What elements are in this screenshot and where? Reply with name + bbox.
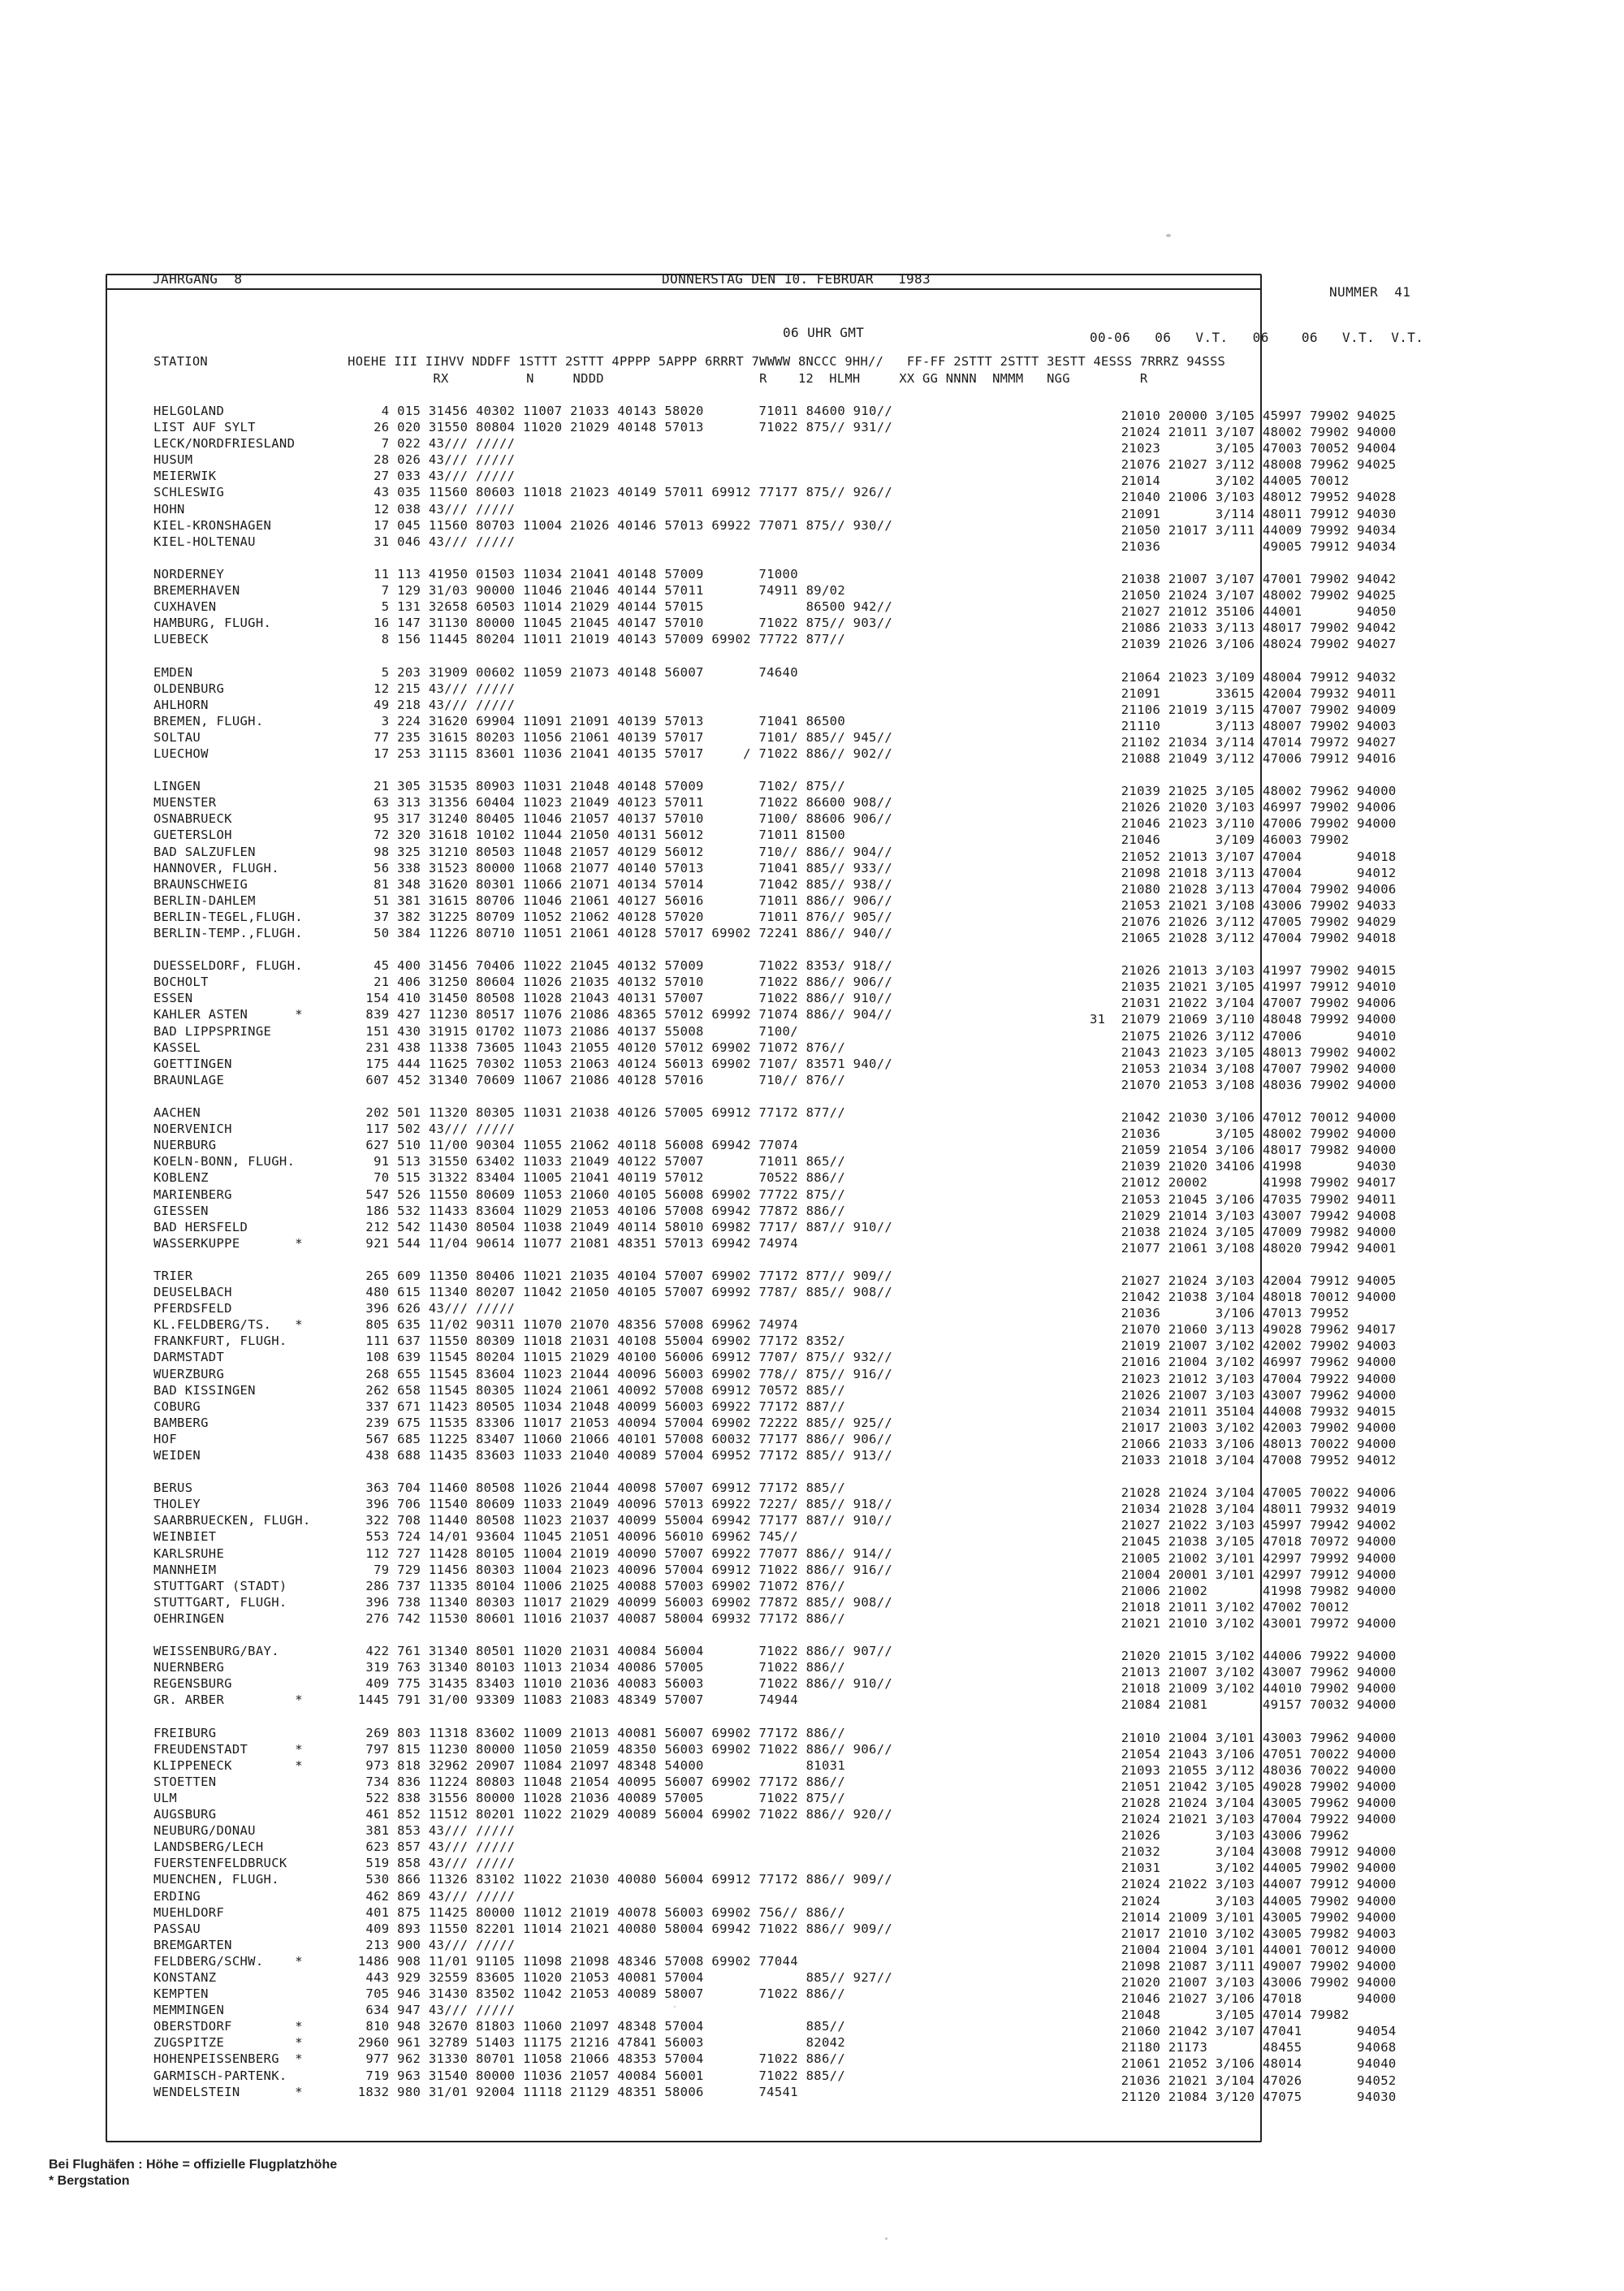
station-row-extra: 21050 21017 3/111 44009 79992 94034 xyxy=(1090,522,1397,538)
station-row: WASSERKUPPE * 921 544 11/04 90614 11077 21081 48351 57013 69942 74974 xyxy=(153,1235,798,1251)
station-row: BAD KISSINGEN 262 658 11545 80305 11024 21061 40092 57008 69912 70572 885// xyxy=(153,1382,845,1398)
station-row-extra: 21043 21023 3/105 48013 79902 94002 xyxy=(1090,1044,1397,1060)
station-row-extra: 31 21079 21069 3/110 48048 79992 94000 xyxy=(1090,1012,1397,1027)
station-row: HAMBURG, FLUGH. 16 147 31130 80000 11045 21045 40147 57010 71022 875// 903// xyxy=(153,616,893,631)
station-row-extra: 21027 21024 3/103 42004 79912 94005 xyxy=(1090,1273,1397,1288)
station-row-extra: 21045 21038 3/105 47018 70972 94000 xyxy=(1090,1534,1397,1550)
station-row-extra: 21024 3/103 44005 79902 94000 xyxy=(1090,1893,1397,1908)
station-row: MEIERWIK 27 033 43/// ///// xyxy=(153,469,516,484)
station-row: KL.FELDBERG/TS. * 805 635 11/02 90311 11070 21070 48356 57008 69962 74974 xyxy=(153,1317,798,1333)
station-row-extra: 21046 21027 3/106 47018 94000 xyxy=(1090,1991,1397,2007)
station-row-extra: 21042 21030 3/106 47012 70012 94000 xyxy=(1090,1110,1397,1126)
station-row: WUERZBURG 268 655 11545 83604 11023 21044 40096 56003 69902 778// 875// 916// xyxy=(153,1366,893,1381)
station-table-right xyxy=(1090,408,1397,2105)
station-row-extra: 21026 3/103 43006 79962 xyxy=(1090,1828,1350,1844)
station-row-extra: 21029 21014 3/103 43007 79942 94008 xyxy=(1090,1208,1397,1223)
station-row: COBURG 337 671 11423 80505 11034 21048 40099 56003 69922 77172 887// xyxy=(153,1398,845,1414)
station-row: AACHEN 202 501 11320 80305 11031 21038 40126 57005 69912 77172 877// xyxy=(153,1105,845,1121)
station-row-extra: 21084 21081 49157 70032 94000 xyxy=(1090,1697,1397,1713)
station-row: KOELN-BONN, FLUGH. 91 513 31550 63402 11033 21049 40122 57007 71011 865// xyxy=(153,1154,845,1169)
station-row-extra: 21026 21013 3/103 41997 79902 94015 xyxy=(1090,963,1397,979)
station-row-extra: 21042 21038 3/104 48018 70012 94000 xyxy=(1090,1290,1397,1305)
station-row: LANDSBERG/LECH 623 857 43/// ///// xyxy=(153,1839,516,1855)
station-row: KAHLER ASTEN * 839 427 11230 80517 11076 21086 48365 57012 69992 71074 886// 904// xyxy=(153,1007,893,1022)
station-row: BREMEN, FLUGH. 3 224 31620 69904 11091 21091 40139 57013 71041 86500 xyxy=(153,713,845,728)
station-row-extra: 21102 21034 3/114 47014 79972 94027 xyxy=(1090,734,1397,750)
station-row-extra: 21180 21173 48455 94068 xyxy=(1090,2040,1397,2055)
station-row: NORDERNEY 11 113 41950 01503 11034 21041 40148 57009 71000 xyxy=(153,566,798,581)
station-row-extra: 21033 21018 3/104 47008 79952 94012 xyxy=(1090,1453,1397,1468)
station-row: MEMMINGEN 634 947 43/// ///// xyxy=(153,2003,516,2018)
station-row-extra: 21006 21002 41998 79982 94000 xyxy=(1090,1583,1397,1598)
station-row: EMDEN 5 203 31909 00602 11059 21073 40148 56007 74640 xyxy=(153,664,798,680)
station-row: TRIER 265 609 11350 80406 11021 21035 40104 57007 69902 77172 877// 909// xyxy=(153,1268,893,1283)
station-row-extra: 21106 21019 3/115 47007 79902 94009 xyxy=(1090,702,1397,717)
station-row-extra: 21036 49005 79912 94034 xyxy=(1090,538,1397,554)
station-row: WEINBIET 553 724 14/01 93604 11045 21051 40096 56010 69962 745// xyxy=(153,1529,798,1545)
station-row: GUETERSLOH 72 320 31618 10102 11044 21050 40131 56012 71011 81500 xyxy=(153,828,845,843)
station-row-extra: 21064 21023 3/109 48004 79912 94032 xyxy=(1090,669,1397,685)
station-row: ERDING 462 869 43/// ///// xyxy=(153,1888,516,1904)
station-row-extra: 21061 21052 3/106 48014 94040 xyxy=(1090,2056,1397,2072)
station-row-extra: 21024 21022 3/103 44007 79912 94000 xyxy=(1090,1877,1397,1892)
station-row-extra: 21039 21020 34106 41998 94030 xyxy=(1090,1159,1397,1174)
station-row: ESSEN 154 410 31450 80508 11028 21043 40131 57007 71022 886// 910// xyxy=(153,991,893,1006)
station-row-extra: 21120 21084 3/120 47075 94030 xyxy=(1090,2089,1397,2104)
station-row: KONSTANZ 443 929 32559 83605 11020 21053 40081 57004 885// 927// xyxy=(153,1970,893,1985)
station-row-extra: 21053 21045 3/106 47035 79902 94011 xyxy=(1090,1191,1397,1207)
station-row-extra: 21020 21007 3/103 43006 79902 94000 xyxy=(1090,1975,1397,1990)
station-row: BERUS 363 704 11460 80508 11026 21044 40098 57007 69912 77172 885// xyxy=(153,1481,845,1496)
station-row-extra: 21059 21054 3/106 48017 79982 94000 xyxy=(1090,1143,1397,1158)
station-row: WEISSENBURG/BAY. 422 761 31340 80501 11020 21031 40084 56004 71022 886// 907// xyxy=(153,1644,893,1659)
station-row: FRANKFURT, FLUGH. 111 637 11550 80309 11018 21031 40108 55004 69902 77172 8352/ xyxy=(153,1334,845,1349)
station-row-extra: 21046 21023 3/110 47006 79902 94000 xyxy=(1090,816,1397,832)
footnotes xyxy=(49,2157,337,2189)
station-row: LUECHOW 17 253 31115 83601 11036 21041 40135 57017 / 71022 886// 902// xyxy=(153,746,893,761)
station-row-extra: 21075 21026 3/112 47006 94010 xyxy=(1090,1028,1397,1044)
station-row: BAMBERG 239 675 11535 83306 11017 21053 40094 57004 69902 72222 885// 925// xyxy=(153,1415,893,1430)
station-row-extra: 21035 21021 3/105 41997 79912 94010 xyxy=(1090,979,1397,995)
station-row: FELDBERG/SCHW. * 1486 908 11/01 91105 11098 21098 48346 57008 69902 77044 xyxy=(153,1953,798,1969)
station-row: GARMISCH-PARTENK. 719 963 31540 80000 11036 21057 40084 56001 71022 885// xyxy=(153,2068,845,2083)
station-row-extra: 21053 21021 3/108 43006 79902 94033 xyxy=(1090,897,1397,913)
station-row-extra: 21026 21020 3/103 46997 79902 94006 xyxy=(1090,800,1397,815)
station-row-extra: 21050 21024 3/107 48002 79902 94025 xyxy=(1090,588,1397,603)
station-row-extra: 21004 21004 3/101 44001 70012 94000 xyxy=(1090,1942,1397,1957)
station-row: STOETTEN 734 836 11224 80803 11048 21054 40095 56007 69902 77172 886// xyxy=(153,1774,845,1789)
station-row-extra: 21012 20002 41998 79902 94017 xyxy=(1090,1175,1397,1191)
station-row-extra: 21023 3/105 47003 70052 94004 xyxy=(1090,441,1397,456)
station-row: HOHN 12 038 43/// ///// xyxy=(153,501,516,517)
station-row: BREMERHAVEN 7 129 31/03 90000 11046 21046 40144 57011 74911 89/02 xyxy=(153,583,845,599)
column-header-subcodes: RX N NDDD R 12 HLMH XX GG NNNN NMMM NGG R xyxy=(153,371,1148,386)
scan-speck xyxy=(674,2006,676,2008)
station-row: NOERVENICH 117 502 43/// ///// xyxy=(153,1122,516,1137)
station-row: FUERSTENFELDBRUCK 519 858 43/// ///// xyxy=(153,1856,516,1871)
station-row-extra: 21031 21022 3/104 47007 79902 94006 xyxy=(1090,996,1397,1011)
station-row: PASSAU 409 893 11550 82201 11014 21021 40080 58004 69942 71022 886// 909// xyxy=(153,1921,893,1936)
station-row: AHLHORN 49 218 43/// ///// xyxy=(153,697,516,712)
station-row-extra: 21018 21009 3/102 44010 79902 94000 xyxy=(1090,1681,1397,1697)
station-row: ULM 522 838 31556 80000 11028 21036 40089 57005 71022 875// xyxy=(153,1790,845,1805)
station-row-extra: 21038 21024 3/105 47009 79982 94000 xyxy=(1090,1224,1397,1239)
station-row: OEHRINGEN 276 742 11530 80601 11016 21037 40087 58004 69932 77172 886// xyxy=(153,1610,845,1626)
report-frame xyxy=(106,271,1424,2142)
station-row: BERLIN-TEMP.,FLUGH. 50 384 11226 80710 11051 21061 40128 57017 69902 72241 886// 940// xyxy=(153,926,893,940)
station-row: BRAUNLAGE 607 452 31340 70609 11067 21086 40128 57016 710// 876// xyxy=(153,1072,845,1087)
station-row: DEUSELBACH 480 615 11340 80207 11042 21050 40105 57007 69992 7787/ 885// 908// xyxy=(153,1285,893,1300)
station-row-extra: 21027 21012 35106 44001 94050 xyxy=(1090,604,1397,620)
station-row: DUESSELDORF, FLUGH. 45 400 31456 70406 11022 21045 40132 57009 71022 8353/ 918// xyxy=(153,958,893,974)
station-row-extra: 21019 21007 3/102 42002 79902 94003 xyxy=(1090,1338,1397,1354)
station-row-extra: 21051 21042 3/105 49028 79902 94000 xyxy=(1090,1779,1397,1794)
station-row: GOETTINGEN 175 444 11625 70302 11053 21063 40124 56013 69902 7107/ 83571 940// xyxy=(153,1056,893,1071)
station-row: ZUGSPITZE * 2960 961 32789 51403 11175 21216 47841 56003 82042 xyxy=(153,2035,845,2051)
station-row-extra: 21017 21010 3/102 43005 79982 94003 xyxy=(1090,1926,1397,1941)
footnote-mountain-station: * Bergstation xyxy=(49,2174,130,2188)
scan-speck xyxy=(1166,234,1171,237)
station-row-extra: 21091 33615 42004 79932 94011 xyxy=(1090,685,1397,701)
station-row: STUTTGART, FLUGH. 396 738 11340 80303 11017 21029 40099 56003 69902 77872 885// 908// xyxy=(153,1594,893,1610)
station-row-extra: 21066 21033 3/106 48013 70022 94000 xyxy=(1090,1436,1397,1451)
station-row: BAD HERSFELD 212 542 11430 80504 11038 21049 40114 58010 69982 7717/ 887// 910// xyxy=(153,1219,893,1234)
station-row-extra: 21077 21061 3/108 48020 79942 94001 xyxy=(1090,1240,1397,1256)
station-row-extra: 21021 21010 3/102 43001 79972 94000 xyxy=(1090,1615,1397,1631)
station-row-extra: 21110 3/113 48007 79902 94003 xyxy=(1090,718,1397,733)
station-row-extra: 21048 3/105 47014 79982 xyxy=(1090,2008,1350,2023)
station-row: BERLIN-TEGEL,FLUGH. 37 382 31225 80709 11052 21062 40128 57020 71011 876// 905// xyxy=(153,909,893,924)
station-row: LIST AUF SYLT 26 020 31550 80804 11020 21029 40148 57013 71022 875// 931// xyxy=(153,420,893,435)
station-row-extra: 21034 21011 35104 44008 79932 94015 xyxy=(1090,1403,1397,1419)
station-row-extra: 21010 20000 3/105 45997 79902 94025 xyxy=(1090,408,1397,423)
station-row: KIEL-KRONSHAGEN 17 045 11560 80703 11004 21026 40146 57013 69922 77071 875// 930// xyxy=(153,517,893,533)
header-nummer: NUMMER 41 xyxy=(1329,284,1411,300)
station-row: OLDENBURG 12 215 43/// ///// xyxy=(153,681,516,696)
station-row: MUENSTER 63 313 31356 60404 11023 21049 40123 57011 71022 86600 908// xyxy=(153,795,893,810)
station-row: MANNHEIM 79 729 11456 80303 11004 21023 40096 57004 69912 71022 886// 916// xyxy=(153,1562,893,1577)
station-row-extra: 21088 21049 3/112 47006 79912 94016 xyxy=(1090,750,1397,766)
station-row-extra: 21038 21007 3/107 47001 79902 94042 xyxy=(1090,571,1397,586)
station-row-extra: 21031 3/102 44005 79902 94000 xyxy=(1090,1861,1397,1876)
station-row: MUEHLDORF 401 875 11425 80000 11012 21019 40078 56003 69902 756// 886// xyxy=(153,1904,845,1920)
station-row-extra: 21098 21018 3/113 47004 94012 xyxy=(1090,865,1397,880)
station-row: OSNABRUECK 95 317 31240 80405 11046 21057 40137 57010 7100/ 88606 906// xyxy=(153,811,893,827)
station-row-extra: 21023 21012 3/103 47004 79922 94000 xyxy=(1090,1371,1397,1386)
station-row-extra: 21014 3/102 44005 70012 xyxy=(1090,473,1350,489)
station-row: KIEL-HOLTENAU 31 046 43/// ///// xyxy=(153,534,516,549)
station-row: FREUDENSTADT * 797 815 11230 80000 11050 21059 48350 56003 69902 71022 886// 906// xyxy=(153,1741,893,1757)
station-row-extra: 21024 21021 3/103 47004 79922 94000 xyxy=(1090,1812,1397,1827)
station-row: BREMGARTEN 213 900 43/// ///// xyxy=(153,1937,516,1952)
header-rule xyxy=(107,288,1260,290)
station-row-extra: 21080 21028 3/113 47004 79902 94006 xyxy=(1090,881,1397,897)
scan-speck xyxy=(885,2237,888,2240)
station-row: WENDELSTEIN * 1832 980 31/01 92004 11118 21129 48351 58006 74541 xyxy=(153,2084,798,2099)
station-row: HUSUM 28 026 43/// ///// xyxy=(153,452,516,468)
station-row-extra: 21010 21004 3/101 43003 79962 94000 xyxy=(1090,1730,1397,1745)
header-jahrgang: JAHRGANG 8 xyxy=(153,271,243,287)
station-row-extra: 21016 21004 3/102 46997 79962 94000 xyxy=(1090,1355,1397,1370)
station-row-extra: 21026 21007 3/103 43007 79962 94000 xyxy=(1090,1387,1397,1403)
station-row: HELGOLAND 4 015 31456 40302 11007 21033 40143 58020 71011 84600 910// xyxy=(153,404,893,418)
station-row: SOLTAU 77 235 31615 80203 11056 21061 40139 57017 7101/ 885// 945// xyxy=(153,729,893,745)
station-row: GIESSEN 186 532 11433 83604 11029 21053 40106 57008 69942 77872 886// xyxy=(153,1203,845,1218)
station-row: KEMPTEN 705 946 31430 83502 11042 21053 40089 58007 71022 886// xyxy=(153,1986,845,2002)
station-row: BOCHOLT 21 406 31250 80604 11026 21035 40132 57010 71022 886// 906// xyxy=(153,975,893,990)
station-row-extra: 21070 21060 3/113 49028 79962 94017 xyxy=(1090,1322,1397,1338)
station-row-extra: 21005 21002 3/101 42997 79992 94000 xyxy=(1090,1550,1397,1566)
station-row: DARMSTADT 108 639 11545 80204 11015 21029 40100 56006 69912 7707/ 875// 932// xyxy=(153,1350,893,1365)
station-row: FREIBURG 269 803 11318 83602 11009 21013 40081 56007 69902 77172 886// xyxy=(153,1725,845,1740)
station-row-extra: 21017 21003 3/102 42003 79902 94000 xyxy=(1090,1420,1397,1435)
station-row: BERLIN-DAHLEM 51 381 31615 80706 11046 21061 40127 56016 71011 886// 906// xyxy=(153,893,893,908)
station-row-extra: 21036 3/106 47013 79952 xyxy=(1090,1306,1350,1321)
station-row: SAARBRUECKEN, FLUGH. 322 708 11440 80508 11023 21037 40099 55004 69942 77177 887// 910// xyxy=(153,1513,893,1528)
station-row: HOHENPEISSENBERG * 977 962 31330 80701 11058 21066 48353 57004 71022 886// xyxy=(153,2051,845,2067)
station-row-extra: 21039 21026 3/106 48024 79902 94027 xyxy=(1090,637,1397,652)
column-group-right: 00-06 06 V.T. 06 06 V.T. V.T. xyxy=(1090,330,1424,345)
station-row: BAD SALZUFLEN 98 325 31210 80503 11048 21057 40129 56012 710// 886// 904// xyxy=(153,844,893,859)
footnote-airport-height: Bei Flughäfen : Höhe = offizielle Flugplatzhöhe xyxy=(49,2158,338,2172)
station-row-extra: 21053 21034 3/108 47007 79902 94000 xyxy=(1090,1061,1397,1076)
station-row-extra: 21013 21007 3/102 43007 79962 94000 xyxy=(1090,1665,1397,1680)
station-row: CUXHAVEN 5 131 32658 60503 11014 21029 40144 57015 86500 942// xyxy=(153,599,893,615)
station-row-extra: 21046 3/109 46003 79902 xyxy=(1090,832,1350,848)
station-row: PFERDSFELD 396 626 43/// ///// xyxy=(153,1301,516,1316)
station-row-extra: 21054 21043 3/106 47051 70022 94000 xyxy=(1090,1746,1397,1761)
station-row: GR. ARBER * 1445 791 31/00 93309 11083 21083 48349 57007 74944 xyxy=(153,1692,798,1708)
station-row: KARLSRUHE 112 727 11428 80105 11004 21019 40090 57007 69922 77077 886// 914// xyxy=(153,1545,893,1561)
station-row-extra: 21039 21025 3/105 48002 79962 94000 xyxy=(1090,784,1397,799)
station-row: LINGEN 21 305 31535 80903 11031 21048 40148 57009 7102/ 875// xyxy=(153,779,845,794)
station-row: AUGSBURG 461 852 11512 80201 11022 21029 40089 56004 69902 71022 886// 920// xyxy=(153,1807,893,1822)
station-row: KASSEL 231 438 11338 73605 11043 21055 40120 57012 69902 71072 876// xyxy=(153,1040,845,1055)
station-row: MARIENBERG 547 526 11550 80609 11053 21060 40105 56008 69902 77722 875// xyxy=(153,1187,845,1202)
station-row-extra: 21065 21028 3/112 47004 79902 94018 xyxy=(1090,931,1397,945)
station-row: HANNOVER, FLUGH. 56 338 31523 80000 11068 21077 40140 57013 71041 885// 933// xyxy=(153,860,893,875)
station-row: WEIDEN 438 688 11435 83603 11033 21040 40089 57004 69952 77172 885// 913// xyxy=(153,1448,893,1463)
station-row: NEUBURG/DONAU 381 853 43/// ///// xyxy=(153,1823,516,1839)
station-row-extra: 21076 21027 3/112 48008 79962 94025 xyxy=(1090,457,1397,473)
station-row-extra: 21018 21011 3/102 47002 70012 xyxy=(1090,1599,1350,1615)
station-row-extra: 21034 21028 3/104 48011 79932 94019 xyxy=(1090,1502,1397,1517)
station-row-extra: 21076 21026 3/112 47005 79902 94029 xyxy=(1090,914,1397,929)
station-row: OBERSTDORF * 810 948 32670 81803 11060 21097 48348 57004 885// xyxy=(153,2019,845,2034)
station-row-extra: 21028 21024 3/104 47005 70022 94006 xyxy=(1090,1485,1397,1501)
station-row-extra: 21093 21055 3/112 48036 70022 94000 xyxy=(1090,1762,1397,1778)
station-row: NUERNBERG 319 763 31340 80103 11013 21034 40086 57005 71022 886// xyxy=(153,1660,845,1675)
station-row: NUERBURG 627 510 11/00 90304 11055 21062 40118 56008 69942 77074 xyxy=(153,1138,798,1153)
station-row: LECK/NORDFRIESLAND 7 022 43/// ///// xyxy=(153,436,516,452)
station-row-extra: 21052 21013 3/107 47004 94018 xyxy=(1090,849,1397,864)
station-row-extra: 21086 21033 3/113 48017 79902 94042 xyxy=(1090,620,1397,636)
column-header-codes: STATION HOEHE III IIHVV NDDFF 1STTT 2STTT 4PPPP 5APPP 6RRRT 7WWWW 8NCCC 9HH// FF-FF 2STTT 2STTT 3ESTT 4ESSS 7RRRZ 94SSS xyxy=(153,354,1226,369)
station-row-extra: 21036 3/105 48002 79902 94000 xyxy=(1090,1126,1397,1142)
station-row-extra: 21014 21009 3/101 43005 79902 94000 xyxy=(1090,1909,1397,1925)
station-row-extra: 21020 21015 3/102 44006 79922 94000 xyxy=(1090,1649,1397,1664)
station-row: HOF 567 685 11225 83407 11060 21066 40101 57008 60032 77177 886// 906// xyxy=(153,1431,893,1446)
station-row-extra: 21004 20001 3/101 42997 79912 94000 xyxy=(1090,1567,1397,1582)
station-row: BRAUNSCHWEIG 81 348 31620 80301 11066 21071 40134 57014 71042 885// 938// xyxy=(153,876,893,892)
station-row-extra: 21070 21053 3/108 48036 79902 94000 xyxy=(1090,1077,1397,1092)
station-row: SCHLESWIG 43 035 11560 80603 11018 21023 40149 57011 69912 77177 875// 926// xyxy=(153,485,893,500)
station-row: BAD LIPPSPRINGE 151 430 31915 01702 11073 21086 40137 55008 7100/ xyxy=(153,1023,798,1039)
station-row: REGENSBURG 409 775 31435 83403 11010 21036 40083 56003 71022 886// 910// xyxy=(153,1676,893,1692)
column-group-06-uhr-gmt: 06 UHR GMT xyxy=(783,325,865,340)
station-row-extra: 21028 21024 3/104 43005 79962 94000 xyxy=(1090,1795,1397,1810)
header-date: DONNERSTAG DEN 10. FEBRUAR 1983 xyxy=(662,271,931,287)
station-row-extra: 21040 21006 3/103 48012 79952 94028 xyxy=(1090,490,1397,505)
station-table xyxy=(153,403,892,2100)
station-row-extra: 21091 3/114 48011 79912 94030 xyxy=(1090,506,1397,521)
station-row: THOLEY 396 706 11540 80609 11033 21049 40096 57013 69922 7227/ 885// 918// xyxy=(153,1497,893,1512)
station-row: STUTTGART (STADT) 286 737 11335 80104 11006 21025 40088 57003 69902 71072 876// xyxy=(153,1578,845,1593)
station-row: LUEBECK 8 156 11445 80204 11011 21019 40143 57009 69902 77722 877// xyxy=(153,632,845,647)
station-row-extra: 21024 21011 3/107 48002 79902 94000 xyxy=(1090,425,1397,440)
station-row-extra: 21027 21022 3/103 45997 79942 94002 xyxy=(1090,1518,1397,1533)
station-row-extra: 21036 21021 3/104 47026 94052 xyxy=(1090,2073,1397,2088)
station-row: KOBLENZ 70 515 31322 83404 11005 21041 40119 57012 70522 886// xyxy=(153,1170,845,1186)
station-row-extra: 21060 21042 3/107 47041 94054 xyxy=(1090,2024,1397,2039)
station-row-extra: 21032 3/104 43008 79912 94000 xyxy=(1090,1844,1397,1860)
station-row: MUENCHEN, FLUGH. 530 866 11326 83102 11022 21030 40080 56004 69912 77172 886// 909// xyxy=(153,1872,893,1887)
station-row: KLIPPENECK * 973 818 32962 20907 11084 21097 48348 54000 81031 xyxy=(153,1757,845,1773)
station-row-extra: 21098 21087 3/111 49007 79902 94000 xyxy=(1090,1958,1397,1973)
